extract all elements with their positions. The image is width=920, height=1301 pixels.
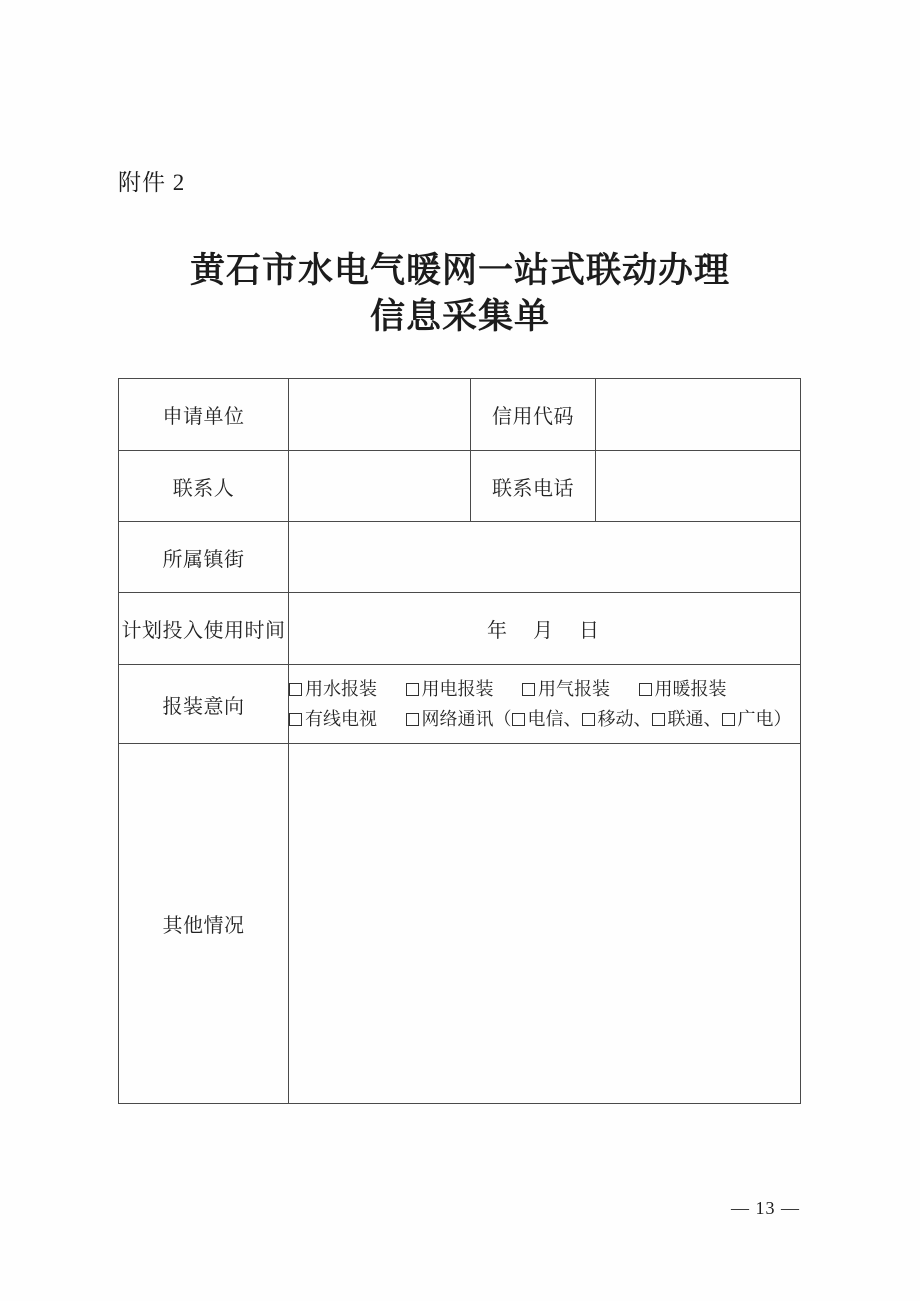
empty-checkbox-icon <box>639 683 652 696</box>
contact-phone-value-cell <box>596 451 801 522</box>
checkbox-label: 用电报装 <box>421 679 494 699</box>
checkbox-item-mobile <box>582 709 652 729</box>
contact-person-value-cell <box>289 451 471 522</box>
empty-checkbox-icon <box>512 713 525 726</box>
intent-options-line2 <box>289 704 800 734</box>
punctuation: 、 <box>633 709 652 729</box>
applicant-unit-label: 申请单位 <box>119 379 289 451</box>
checkbox-label: 用水报装 <box>305 679 377 699</box>
contact-person-label: 联系人 <box>119 451 289 522</box>
form-title <box>0 248 920 340</box>
planned-use-date-label: 计划投入使用时间 <box>119 593 289 665</box>
install-intent-options <box>289 665 801 744</box>
empty-checkbox-icon <box>289 713 302 726</box>
page-number: — 13 — <box>731 1198 800 1218</box>
checkbox-label: 用暖报装 <box>654 679 727 699</box>
empty-checkbox-icon <box>652 713 665 726</box>
checkbox-label: 有线电视 <box>305 709 377 729</box>
checkbox-item-electric-install <box>406 679 494 699</box>
empty-checkbox-icon <box>289 683 302 696</box>
empty-checkbox-icon <box>582 713 595 726</box>
contact-phone-label: 联系电话 <box>471 451 596 522</box>
table-row-town-street <box>119 522 801 593</box>
empty-checkbox-icon <box>406 713 419 726</box>
table-row-other-info <box>119 744 801 1104</box>
checkbox-label: 移动 <box>597 709 634 729</box>
empty-checkbox-icon <box>406 683 419 696</box>
table-row-install-intent <box>119 665 801 744</box>
punctuation: ） <box>773 709 792 729</box>
other-info-value-cell <box>289 744 801 1104</box>
attachment-label: 附件 2 <box>118 170 186 195</box>
checkbox-item-telecom <box>512 709 582 729</box>
form-title-line1: 黄石市水电气暖网一站式联动办理 <box>189 251 730 290</box>
checkbox-item-gas-install <box>522 679 610 699</box>
checkbox-item-radio-tv <box>722 709 792 729</box>
checkbox-item-cable-tv <box>289 709 377 729</box>
checkbox-label: 联通 <box>667 709 704 729</box>
checkbox-label: 电信 <box>527 709 564 729</box>
credit-code-label: 信用代码 <box>471 379 596 451</box>
form-title-line2: 信息采集单 <box>369 297 550 336</box>
empty-checkbox-icon <box>522 683 535 696</box>
town-street-label: 所属镇街 <box>119 522 289 593</box>
intent-options-line1 <box>289 674 800 704</box>
punctuation: （ <box>493 709 512 729</box>
planned-use-date-value: 年 月 日 <box>289 593 801 665</box>
table-row-planned-date <box>119 593 801 665</box>
town-street-value-cell <box>289 522 801 593</box>
install-intent-label: 报装意向 <box>119 665 289 744</box>
checkbox-item-heating-install <box>639 679 727 699</box>
table-row-contact <box>119 451 801 522</box>
checkbox-label: 网络通讯 <box>421 709 494 729</box>
applicant-unit-value-cell <box>289 379 471 451</box>
other-info-label: 其他情况 <box>119 744 289 1104</box>
punctuation: 、 <box>703 709 722 729</box>
info-collection-table <box>118 378 801 1104</box>
empty-checkbox-icon <box>722 713 735 726</box>
table-row-applicant <box>119 379 801 451</box>
punctuation: 、 <box>563 709 582 729</box>
checkbox-label: 广电 <box>737 709 774 729</box>
checkbox-label: 用气报装 <box>538 679 610 699</box>
checkbox-item-unicom <box>652 709 722 729</box>
checkbox-item-network-comm <box>406 709 512 729</box>
checkbox-item-water-install <box>289 679 377 699</box>
credit-code-value-cell <box>596 379 801 451</box>
